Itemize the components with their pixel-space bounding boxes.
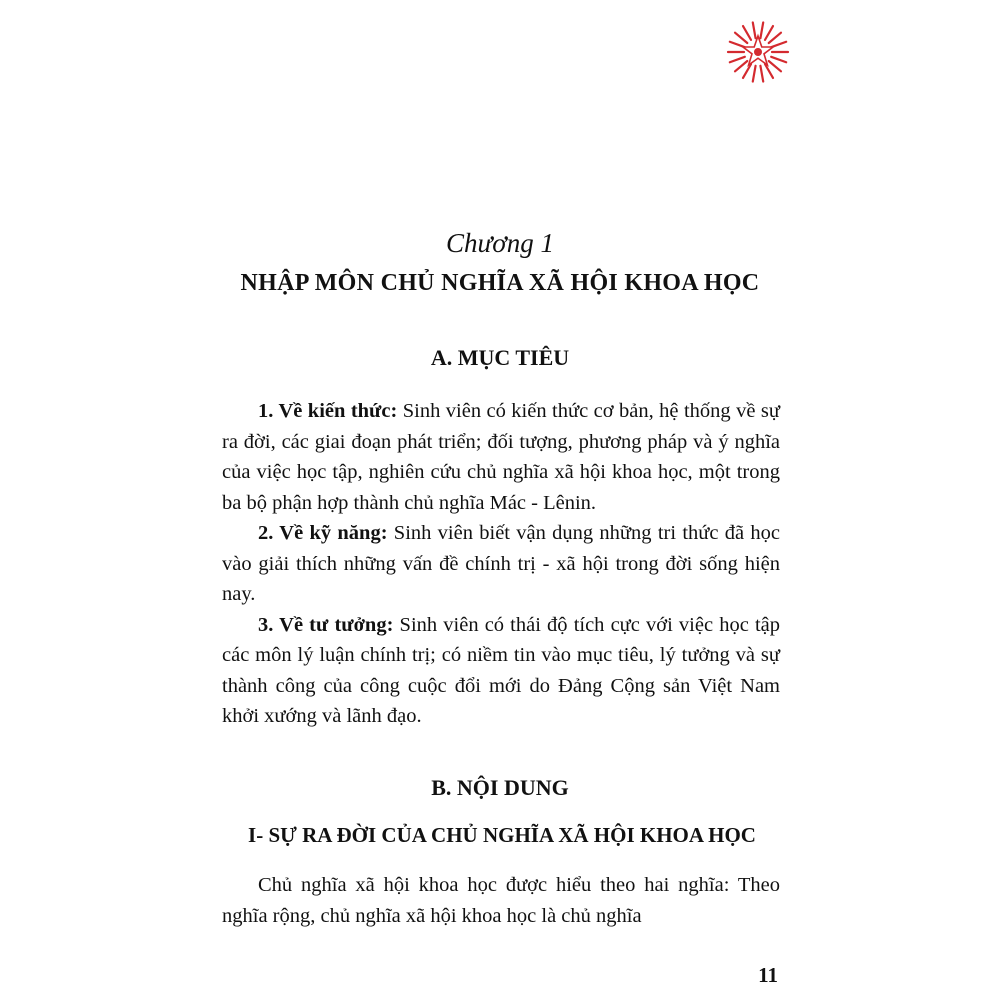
star-burst-logo-icon: [726, 20, 790, 84]
page-number: 11: [758, 963, 778, 987]
publisher-logo: [726, 20, 790, 84]
objective-text: Sinh viên có thái độ tích cực với việc học tập các môn lý luận chính trị; có niềm tin vào mục tiêu, lý tưởng và sự thành công của công cuộc đổi mới do Đảng Cộng sản Việt Nam khởi xướng và lãnh đạo.: [222, 613, 780, 727]
logo-ray: [730, 57, 745, 62]
logo-ray: [765, 64, 773, 78]
logo-ray: [743, 64, 751, 78]
chapter-label: Chương 1: [446, 228, 554, 258]
chapter-title: NHẬP MÔN CHỦ NGHĨA XÃ HỘI KHOA HỌC: [240, 270, 760, 296]
logo-ray: [769, 33, 781, 43]
content-paragraph-text: Chủ nghĩa xã hội khoa học được hiểu theo hai nghĩa: Theo nghĩa rộng, chủ nghĩa xã hội khoa học là chủ nghĩa: [222, 874, 780, 927]
objectives-text: [222, 396, 780, 732]
logo-ray: [735, 61, 747, 71]
logo-ray: [771, 57, 786, 62]
objective-lead: 1. Về kiến thức:: [258, 400, 398, 422]
logo-ray: [765, 26, 773, 40]
logo-ray: [760, 22, 763, 38]
section-a-heading: A. MỤC TIÊU: [430, 345, 570, 370]
objective-text: Sinh viên có kiến thức cơ bản, hệ thống về sự ra đời, các giai đoạn phát triển; đối tượng, phương pháp và ý nghĩa của việc học tập, nghiên cứu chủ nghĩa xã hội khoa học, một trong ba bộ phận hợp thành chủ nghĩa Mác - Lênin.: [222, 400, 780, 514]
content-paragraph: [222, 870, 780, 931]
objective-text: Sinh viên biết vận dụng những tri thức đã học vào giải thích những vấn đề chính trị - xã hội trong đời sống hiện nay.: [222, 522, 780, 605]
objective-attitude: [222, 610, 780, 732]
objective-knowledge: [222, 396, 780, 518]
logo-ray: [743, 26, 751, 40]
objective-lead: 3. Về tư tưởng:: [258, 613, 394, 636]
logo-ray: [753, 22, 756, 38]
logo-ray: [769, 61, 781, 71]
objective-skills: [222, 518, 780, 610]
section-b-subheading: I- SỰ RA ĐỜI CỦA CHỦ NGHĨA XÃ HỘI KHOA HỌC: [248, 823, 756, 847]
logo-ray: [735, 33, 747, 43]
objective-lead: 2. Về kỹ năng:: [258, 522, 388, 544]
logo-ray: [760, 66, 763, 82]
logo-ray: [753, 66, 756, 82]
section-b-heading: B. NỘI DUNG: [431, 775, 569, 800]
